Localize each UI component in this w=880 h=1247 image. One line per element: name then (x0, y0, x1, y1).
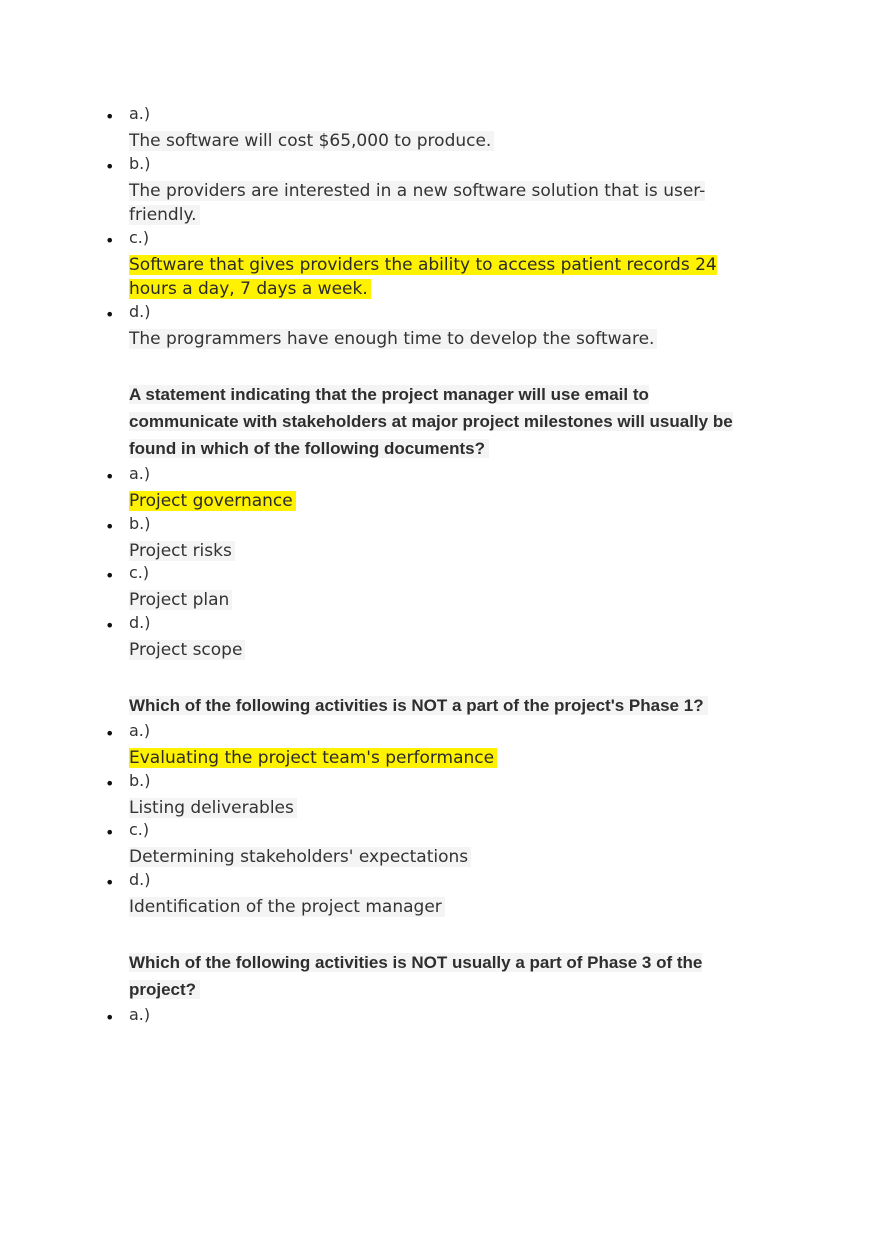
option-letter: b.) (129, 770, 151, 790)
question-block (105, 949, 739, 1030)
option-letter: c.) (129, 820, 150, 839)
option-letter: a.) (129, 721, 151, 740)
bullet-icon: • (105, 724, 115, 743)
option-text-highlighted: Software that gives providers the ability to access patient records 24 hours a day, 7 days a week. (129, 254, 717, 299)
bullet-icon: • (105, 230, 115, 250)
answer-option (105, 612, 739, 663)
bullet-icon: • (105, 516, 115, 536)
option-letter: d.) (129, 869, 151, 889)
option-letter: d.) (129, 612, 151, 632)
answer-option (105, 721, 739, 771)
bullet-icon: • (105, 615, 115, 635)
option-text: Project risks (129, 539, 739, 564)
answer-option (105, 869, 739, 920)
option-letter: c.) (129, 563, 150, 582)
answer-option (105, 770, 739, 821)
answer-option (105, 820, 739, 870)
bullet-icon: • (105, 566, 115, 585)
option-letter: d.) (129, 301, 151, 321)
question-text: Which of the following activities is NOT usually a part of Phase 3 of the project? (129, 953, 703, 999)
question-text: A statement indicating that the project manager will use email to communicate with stakeholders at major project milestones will usually be found in which of the following documents? (129, 385, 733, 458)
option-text: Project scope (129, 638, 739, 663)
option-text: The programmers have enough time to develop the software. (129, 327, 739, 352)
option-text: Determining stakeholders' expectations (129, 845, 739, 870)
answer-option (105, 464, 739, 514)
answer-option (105, 513, 739, 564)
option-text: Identification of the project manager (129, 895, 739, 920)
option-text-highlighted: Project governance (129, 489, 739, 514)
bullet-icon: • (105, 156, 115, 176)
answer-option (105, 104, 739, 154)
option-text: The software will cost $65,000 to produce. (129, 129, 739, 154)
bullet-icon: • (105, 304, 115, 324)
answer-option (105, 563, 739, 613)
option-letter: c.) (129, 227, 150, 247)
answer-option (105, 227, 739, 302)
bullet-icon: • (105, 823, 115, 842)
question-block (105, 104, 739, 351)
answer-option (105, 153, 739, 228)
option-letter: a.) (129, 464, 151, 483)
bullet-icon: • (105, 107, 115, 126)
question-block (105, 381, 739, 662)
bullet-icon: • (105, 872, 115, 892)
option-text: Listing deliverables (129, 796, 739, 821)
content-column (105, 104, 739, 1030)
answer-option (105, 1005, 739, 1030)
bullet-icon: • (105, 467, 115, 486)
answer-option (105, 301, 739, 352)
bullet-icon: • (105, 773, 115, 793)
option-text-highlighted: Evaluating the project team's performance (129, 746, 739, 771)
question-text: Which of the following activities is NOT a part of the project's Phase 1? (129, 692, 739, 719)
option-text: The providers are interested in a new software solution that is user-friendly. (129, 180, 706, 225)
option-letter: b.) (129, 513, 151, 533)
question-block (105, 692, 739, 919)
option-text: Project plan (129, 588, 739, 613)
option-letter: a.) (129, 104, 151, 123)
option-letter: b.) (129, 153, 151, 173)
option-letter: a.) (129, 1005, 151, 1024)
bullet-icon: • (105, 1008, 115, 1027)
